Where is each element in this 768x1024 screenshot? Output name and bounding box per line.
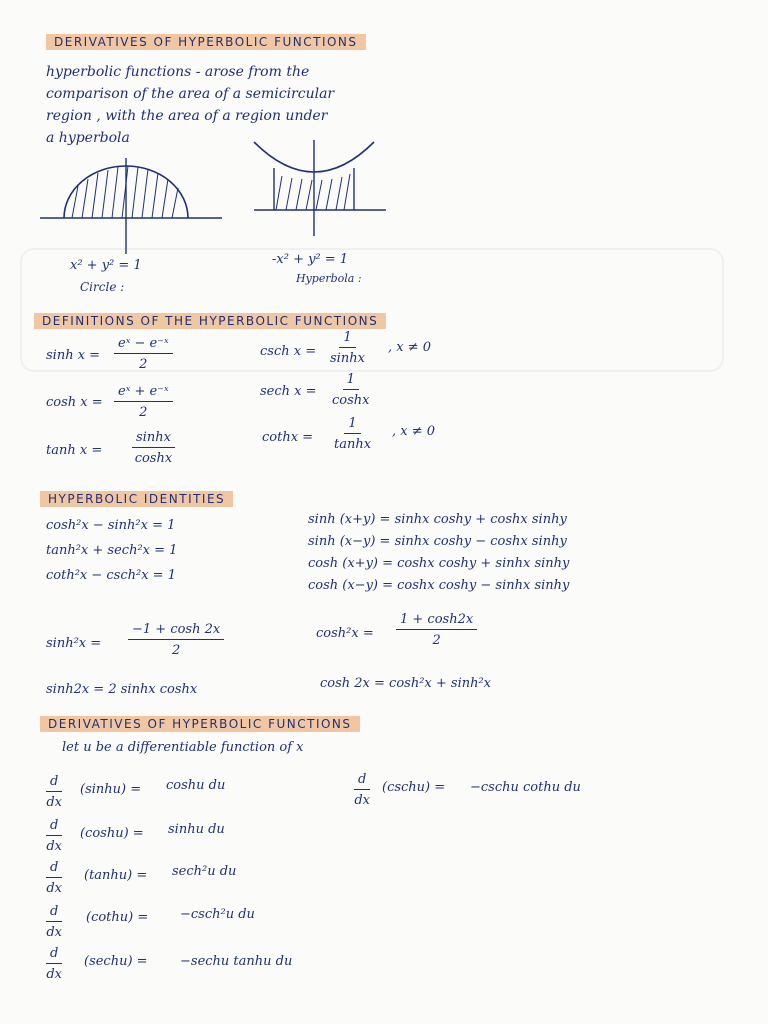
identity-sinh-double: sinh2x = 2 sinhx coshx <box>46 682 198 697</box>
derivative-operator: $\frac{d}{dx}$ <box>46 860 62 896</box>
identity-sinh-squared-fraction: $\frac{-1 + \cosh 2x}{2}$ <box>128 622 224 658</box>
derivative-sech-arg: (sechu) = <box>84 954 148 969</box>
identity-cosh-squared-fraction: $\frac{1 + \cosh 2x}{2}$ <box>396 612 477 648</box>
def-coth-lhs: cothx = <box>262 430 314 445</box>
derivative-operator: $\frac{d}{dx}$ <box>354 772 370 808</box>
def-coth-condition: , x ≠ 0 <box>392 424 436 439</box>
def-sinh-fraction: $\frac{\text{eˣ − e⁻ˣ}}{2}$ <box>114 336 173 372</box>
identity-cosh-squared-lhs: cosh²x = <box>316 626 374 641</box>
identity-pythagorean-2: tanh²x + sech²x = 1 <box>46 543 178 558</box>
derivatives-intro: let u be a differentiable function of x <box>62 740 304 755</box>
def-cosh-lhs: cosh x = <box>46 395 103 410</box>
identity-sinh-squared-lhs: sinh²x = <box>46 636 102 651</box>
identity-cosh-diff: cosh (x−y) = coshx coshy − sinhx sinhy <box>308 578 570 593</box>
derivative-csch-result: −cschu cothu du <box>470 780 581 795</box>
def-tanh-fraction: $\frac{\sinh x}{\cosh x}$ <box>132 430 175 466</box>
def-csch-condition: , x ≠ 0 <box>388 340 432 355</box>
hyperbola-label: Hyperbola : <box>296 272 362 285</box>
identity-sinh-diff: sinh (x−y) = sinhx coshy − coshx sinhy <box>308 534 567 549</box>
derivative-cosh-arg: (coshu) = <box>80 826 144 841</box>
derivative-tanh-arg: (tanhu) = <box>84 868 148 883</box>
derivative-operator: $\frac{d}{dx}$ <box>46 818 62 854</box>
section-heading-identities: HYPERBOLIC IDENTITIES <box>40 491 233 507</box>
identity-pythagorean-1: cosh²x − sinh²x = 1 <box>46 518 176 533</box>
derivative-operator: $\frac{d}{dx}$ <box>46 904 62 940</box>
section-heading-derivative-rules: DERIVATIVES OF HYPERBOLIC FUNCTIONS <box>40 716 360 732</box>
def-cosh-fraction: $\frac{\text{eˣ + e⁻ˣ}}{2}$ <box>114 384 173 420</box>
derivative-sinh-result: coshu du <box>166 778 226 793</box>
identity-cosh-sum: cosh (x+y) = coshx coshy + sinhx sinhy <box>308 556 570 571</box>
derivative-csch-arg: (cschu) = <box>382 780 446 795</box>
identity-pythagorean-3: coth²x − csch²x = 1 <box>46 568 176 583</box>
hyperbola-equation: -x² + y² = 1 <box>272 252 349 267</box>
def-sech-fraction: $\frac{1}{\cosh x}$ <box>332 372 370 408</box>
circle-label: Circle : <box>80 280 125 294</box>
circle-equation: x² + y² = 1 <box>70 258 142 273</box>
derivative-operator: $\frac{d}{dx}$ <box>46 774 62 810</box>
def-coth-fraction: $\frac{1}{\tanh x}$ <box>334 416 372 452</box>
def-sech-lhs: sech x = <box>260 384 317 399</box>
identity-sinh-sum: sinh (x+y) = sinhx coshy + coshx sinhy <box>308 512 567 527</box>
section-heading-derivatives: DERIVATIVES OF HYPERBOLIC FUNCTIONS <box>46 34 366 50</box>
intro-line-4: a hyperbola <box>46 130 130 146</box>
def-csch-fraction: $\frac{1}{\sinh x}$ <box>330 330 365 366</box>
def-tanh-lhs: tanh x = <box>46 443 103 458</box>
semicircle-diagram <box>36 150 226 260</box>
derivative-tanh-result: sech²u du <box>172 864 237 879</box>
derivative-sinh-arg: (sinhu) = <box>80 782 142 797</box>
intro-line-3: region , with the area of a region under <box>46 108 328 124</box>
derivative-operator: $\frac{d}{dx}$ <box>46 946 62 982</box>
derivative-cosh-result: sinhu du <box>168 822 225 837</box>
hyperbola-diagram <box>250 138 390 238</box>
def-csch-lhs: csch x = <box>260 344 317 359</box>
def-sinh-lhs: sinh x = <box>46 348 101 363</box>
derivative-sech-result: −sechu tanhu du <box>180 954 293 969</box>
identity-cosh-double: cosh 2x = cosh²x + sinh²x <box>320 676 492 691</box>
derivative-coth-result: −csch²u du <box>180 907 255 922</box>
intro-line-1: hyperbolic functions - arose from the <box>46 64 310 80</box>
derivative-coth-arg: (cothu) = <box>86 910 149 925</box>
intro-line-2: comparison of the area of a semicircular <box>46 86 335 102</box>
section-heading-definitions: DEFINITIONS OF THE HYPERBOLIC FUNCTIONS <box>34 313 386 329</box>
